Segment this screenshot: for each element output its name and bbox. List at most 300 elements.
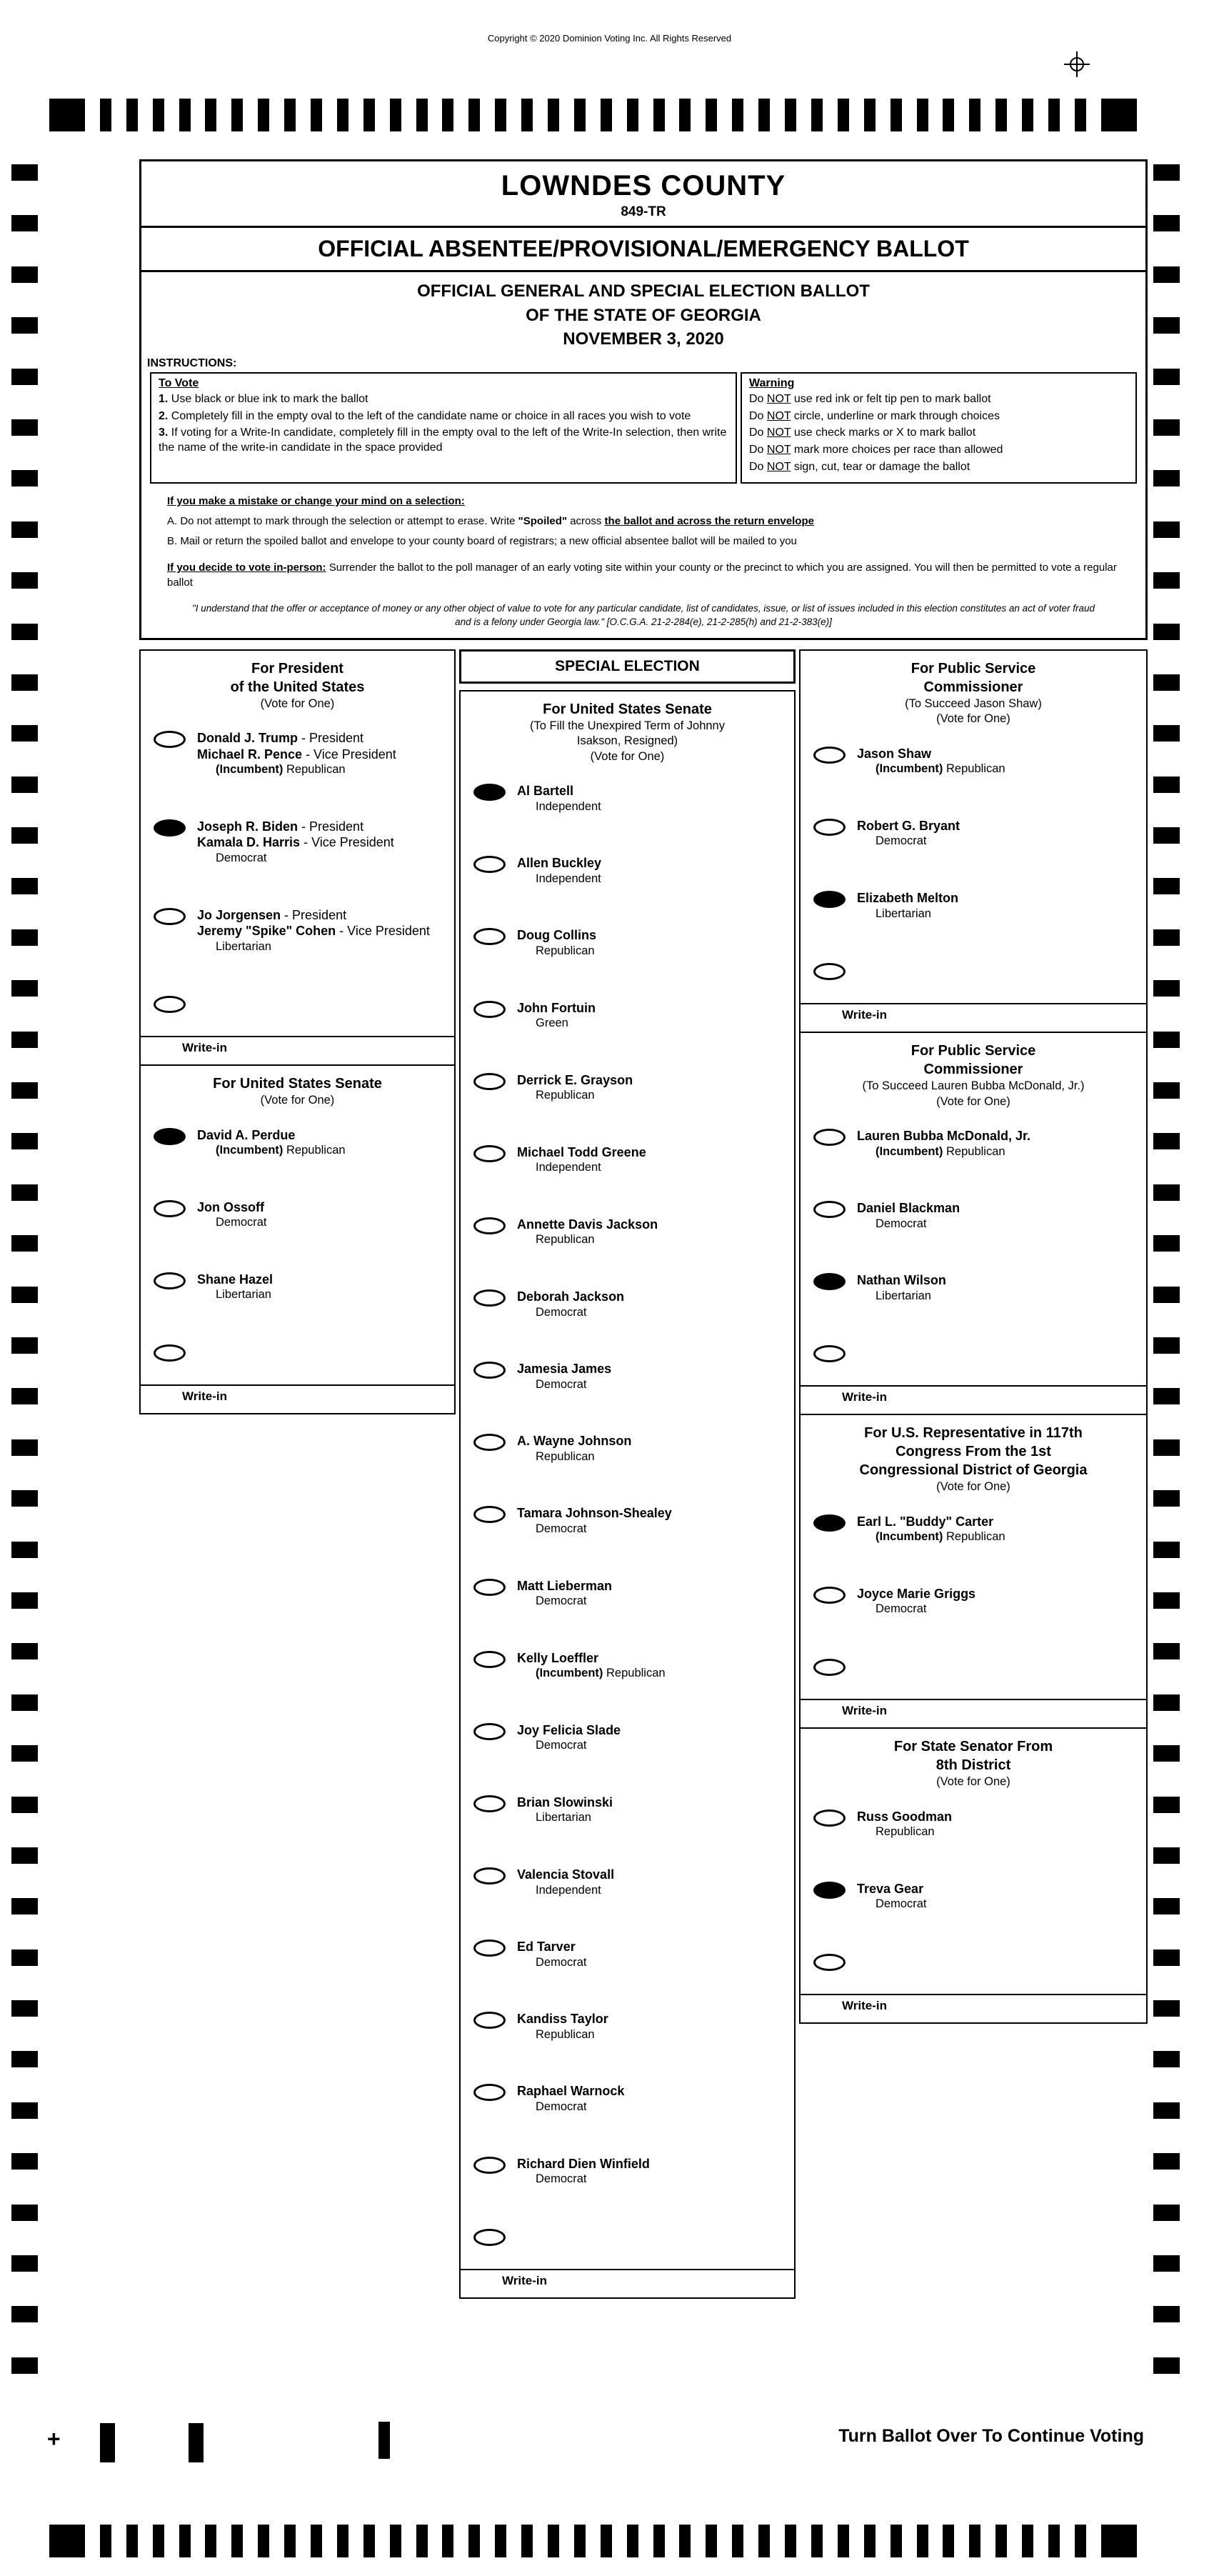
candidate-info bbox=[857, 746, 1005, 777]
candidate-name: Richard Dien Winfield bbox=[517, 2156, 650, 2171]
timing-mark bbox=[126, 2525, 138, 2557]
county-name: LOWNDES COUNTY bbox=[501, 170, 786, 201]
candidate-oval-empty[interactable] bbox=[473, 1362, 506, 1379]
contest-title-line: Commissioner bbox=[923, 1062, 1023, 1078]
timing-mark bbox=[311, 99, 322, 131]
candidate-oval-empty[interactable] bbox=[813, 1809, 846, 1827]
timing-mark bbox=[1153, 624, 1180, 640]
timing-mark bbox=[1153, 929, 1180, 946]
special-election-banner: SPECIAL ELECTION bbox=[459, 649, 796, 684]
timing-mark bbox=[363, 2525, 375, 2557]
candidate-oval-empty[interactable] bbox=[473, 1579, 506, 1596]
contest-header bbox=[801, 1415, 1146, 1513]
timing-mark bbox=[205, 99, 216, 131]
candidate-name: Jeremy "Spike" Cohen - Vice President bbox=[197, 924, 430, 939]
timing-mark bbox=[495, 99, 506, 131]
timing-mark bbox=[1153, 1490, 1180, 1507]
timing-mark bbox=[11, 980, 38, 997]
candidate-info bbox=[517, 2156, 650, 2187]
write-in-oval[interactable] bbox=[813, 1659, 846, 1676]
contest-title-line: For Public Service bbox=[911, 660, 1036, 677]
timing-mark bbox=[1153, 1235, 1180, 1252]
mistake-item-b: B. Mail or return the spoiled ballot and envelope to your county board of registrars; a new official absentee ballot will be mailed to you bbox=[167, 534, 797, 547]
candidate-row bbox=[461, 783, 794, 814]
candidate-row bbox=[461, 927, 794, 958]
contest-header bbox=[801, 1729, 1146, 1808]
candidate-oval-filled[interactable] bbox=[154, 819, 186, 837]
candidate-party: Libertarian bbox=[216, 939, 271, 953]
candidate-row bbox=[461, 1505, 794, 1536]
candidate-party: Independent bbox=[536, 872, 601, 885]
candidate-name: Deborah Jackson bbox=[517, 1289, 625, 1304]
candidate-row bbox=[461, 2156, 794, 2187]
timing-mark bbox=[11, 1643, 38, 1659]
copyright-line: Copyright © 2020 Dominion Voting Inc. All Rights Reserved bbox=[487, 33, 732, 44]
timing-corner-mark bbox=[1101, 99, 1137, 131]
mistake-item-a-envelope: the ballot and across the return envelope bbox=[604, 514, 814, 527]
candidate-row bbox=[461, 1072, 794, 1103]
to-vote-box bbox=[150, 372, 737, 484]
write-in-oval[interactable] bbox=[154, 996, 186, 1013]
candidate-oval-empty[interactable] bbox=[473, 1795, 506, 1812]
candidate-info bbox=[517, 1722, 621, 1753]
candidate-info bbox=[517, 1939, 587, 1970]
timing-mark bbox=[11, 1133, 38, 1149]
timing-mark bbox=[11, 1694, 38, 1711]
candidate-name: Treva Gear bbox=[857, 1881, 924, 1896]
ballot-column-1 bbox=[139, 649, 456, 1414]
contest-subtitle-line: (Vote for One) bbox=[936, 1094, 1010, 1108]
timing-mark bbox=[1153, 1797, 1180, 1813]
candidate-name: Michael Todd Greene bbox=[517, 1144, 646, 1159]
candidate-name: A. Wayne Johnson bbox=[517, 1434, 632, 1449]
timing-mark bbox=[785, 99, 796, 131]
candidate-oval-empty[interactable] bbox=[473, 2157, 506, 2174]
candidate-oval-empty[interactable] bbox=[813, 747, 846, 764]
candidate-row bbox=[461, 1144, 794, 1175]
candidate-oval-empty[interactable] bbox=[473, 928, 506, 945]
timing-mark bbox=[468, 99, 480, 131]
contest-subtitle-line: (To Succeed Lauren Bubba McDonald, Jr.) bbox=[862, 1079, 1085, 1093]
timing-mark bbox=[969, 99, 980, 131]
timing-mark bbox=[838, 2525, 849, 2557]
contest-box bbox=[799, 1032, 1148, 1415]
timing-mark bbox=[995, 2525, 1007, 2557]
timing-mark bbox=[11, 1032, 38, 1048]
candidate-oval-filled[interactable] bbox=[813, 1273, 846, 1290]
candidate-party: Democrat bbox=[536, 2172, 587, 2186]
timing-mark bbox=[442, 2525, 453, 2557]
timing-mark bbox=[1153, 1388, 1180, 1404]
candidate-oval-empty[interactable] bbox=[473, 1073, 506, 1090]
timing-mark bbox=[11, 470, 38, 486]
candidate-name: Derrick E. Grayson bbox=[517, 1072, 633, 1087]
candidate-name: Daniel Blackman bbox=[857, 1201, 960, 1216]
timing-mark bbox=[653, 99, 665, 131]
candidate-row bbox=[141, 907, 454, 954]
candidate-oval-filled[interactable] bbox=[813, 1882, 846, 1899]
contest-subtitle-line: (Vote for One) bbox=[936, 712, 1010, 726]
contest-title-line: For U.S. Representative in 117th bbox=[864, 1425, 1083, 1442]
candidate-row bbox=[461, 1794, 794, 1825]
candidate-info bbox=[197, 1199, 267, 1230]
timing-mark bbox=[1153, 2000, 1180, 2017]
candidate-name: Joyce Marie Griggs bbox=[857, 1586, 976, 1601]
timing-mark bbox=[917, 99, 928, 131]
timing-mark bbox=[390, 99, 401, 131]
timing-mark bbox=[969, 2525, 980, 2557]
timing-mark bbox=[653, 2525, 665, 2557]
candidate-oval-filled[interactable] bbox=[154, 1128, 186, 1145]
candidate-oval-empty[interactable] bbox=[473, 856, 506, 873]
timing-mark bbox=[732, 99, 743, 131]
timing-mark bbox=[1153, 266, 1180, 283]
contest-box bbox=[139, 649, 456, 1066]
timing-mark bbox=[363, 99, 375, 131]
timing-mark bbox=[11, 624, 38, 640]
candidate-party: (Incumbent) Republican bbox=[876, 1530, 1005, 1544]
candidate-row bbox=[801, 1514, 1146, 1544]
timing-mark bbox=[284, 2525, 296, 2557]
timing-mark bbox=[11, 1950, 38, 1966]
timing-mark bbox=[11, 1898, 38, 1914]
timing-mark bbox=[1022, 2525, 1033, 2557]
candidate-name: Ed Tarver bbox=[517, 1940, 576, 1955]
candidate-info bbox=[517, 1000, 596, 1031]
timing-mark bbox=[679, 99, 691, 131]
candidate-row bbox=[461, 2011, 794, 2042]
candidate-name: Donald J. Trump - President bbox=[197, 731, 364, 746]
warning-title: Warning bbox=[749, 376, 795, 389]
candidate-oval-empty[interactable] bbox=[473, 1217, 506, 1234]
election-date: NOVEMBER 3, 2020 bbox=[563, 329, 724, 349]
candidate-info bbox=[517, 1794, 613, 1825]
contest-title-line: For United States Senate bbox=[543, 701, 712, 717]
candidate-name: Elizabeth Melton bbox=[857, 891, 959, 906]
timing-mark bbox=[627, 99, 638, 131]
candidate-oval-empty[interactable] bbox=[473, 1434, 506, 1451]
mistake-item-a-text: A. Do not attempt to mark through the selection or attempt to erase. Write bbox=[167, 514, 518, 527]
to-vote-title: To Vote bbox=[159, 376, 199, 389]
candidate-name: Robert G. Bryant bbox=[857, 818, 960, 833]
contest-box bbox=[799, 649, 1148, 1033]
timing-corner-mark bbox=[49, 99, 85, 131]
candidate-row bbox=[141, 1127, 454, 1158]
write-in-label: Write-in bbox=[461, 2269, 794, 2297]
candidate-oval-empty[interactable] bbox=[154, 908, 186, 925]
timing-mark bbox=[11, 2102, 38, 2119]
to-vote-item: 2. Completely fill in the empty oval to the left of the candidate name or choice in all races you wish to vote bbox=[159, 409, 691, 422]
candidate-oval-empty[interactable] bbox=[473, 1867, 506, 1884]
timing-mark bbox=[11, 317, 38, 334]
timing-mark bbox=[179, 2525, 191, 2557]
candidate-oval-empty[interactable] bbox=[813, 1201, 846, 1218]
timing-mark bbox=[574, 2525, 586, 2557]
candidate-party: Libertarian bbox=[216, 1288, 271, 1302]
timing-mark bbox=[1153, 1950, 1180, 1966]
candidate-row bbox=[461, 1361, 794, 1392]
candidate-row bbox=[461, 2083, 794, 2114]
write-in-label: Write-in bbox=[141, 1036, 454, 1064]
candidate-oval-empty[interactable] bbox=[473, 2084, 506, 2101]
warning-item: Do NOT mark more choices per race than allowed bbox=[749, 444, 1003, 456]
footer-bar-icon bbox=[378, 2422, 390, 2459]
contest-title-line: of the United States bbox=[230, 679, 365, 695]
candidate-oval-empty[interactable] bbox=[473, 1506, 506, 1523]
contest-subtitle-line: (Vote for One) bbox=[590, 749, 665, 763]
write-in-oval[interactable] bbox=[813, 1954, 846, 1971]
write-in-oval-row bbox=[801, 1344, 1146, 1362]
timing-mark bbox=[627, 2525, 638, 2557]
timing-corner-mark bbox=[1101, 2525, 1137, 2557]
candidate-oval-empty[interactable] bbox=[473, 1289, 506, 1307]
candidate-oval-empty[interactable] bbox=[813, 1587, 846, 1604]
timing-marks-left bbox=[11, 164, 38, 2374]
timing-mark bbox=[1153, 1643, 1180, 1659]
timing-mark bbox=[917, 2525, 928, 2557]
candidate-row bbox=[801, 746, 1146, 777]
candidate-row bbox=[461, 1650, 794, 1681]
candidate-name: Tamara Johnson-Shealey bbox=[517, 1506, 672, 1521]
timing-mark bbox=[11, 1745, 38, 1762]
timing-mark bbox=[1048, 2525, 1060, 2557]
timing-mark bbox=[758, 2525, 770, 2557]
timing-mark bbox=[11, 2255, 38, 2272]
timing-mark bbox=[11, 1287, 38, 1303]
candidate-party: Green bbox=[536, 1017, 568, 1030]
candidate-name: Michael R. Pence - Vice President bbox=[197, 747, 396, 762]
candidate-party: Democrat bbox=[536, 1305, 587, 1319]
write-in-label: Write-in bbox=[801, 1003, 1146, 1032]
timing-mark bbox=[390, 2525, 401, 2557]
candidate-info bbox=[517, 1650, 666, 1681]
candidate-row bbox=[461, 1217, 794, 1247]
timing-mark bbox=[1153, 2205, 1180, 2221]
turn-ballot-over-note: Turn Ballot Over To Continue Voting bbox=[838, 2426, 1144, 2446]
candidate-oval-filled[interactable] bbox=[473, 784, 506, 801]
timing-mark bbox=[1153, 1592, 1180, 1609]
contest-subtitle-line: (To Succeed Jason Shaw) bbox=[905, 697, 1042, 710]
contest-title-line: Commissioner bbox=[923, 679, 1023, 695]
write-in-label: Write-in bbox=[801, 1385, 1146, 1414]
write-in-oval[interactable] bbox=[473, 2229, 506, 2246]
candidate-name: Annette Davis Jackson bbox=[517, 1217, 658, 1232]
timing-mark bbox=[838, 99, 849, 131]
candidate-row bbox=[801, 1586, 1146, 1617]
candidate-name: Allen Buckley bbox=[517, 856, 602, 871]
ballot-body bbox=[139, 159, 1148, 2299]
timing-mark bbox=[758, 99, 770, 131]
timing-mark bbox=[11, 215, 38, 231]
candidate-row bbox=[461, 1722, 794, 1753]
candidate-party: Democrat bbox=[876, 1602, 927, 1616]
candidate-name: Valencia Stovall bbox=[517, 1867, 615, 1882]
registration-plus-icon: + bbox=[47, 2426, 61, 2452]
warning-item: Do NOT use red ink or felt tip pen to mark ballot bbox=[749, 392, 991, 405]
candidate-oval-empty[interactable] bbox=[473, 1145, 506, 1162]
in-person-text: Surrender the ballot to the poll manager of an early voting site within your county or the precinct to which you are assigned. You will then be permitted to vote a regular ballot bbox=[167, 561, 1117, 589]
candidate-oval-empty[interactable] bbox=[473, 1940, 506, 1957]
timing-mark bbox=[1153, 777, 1180, 793]
candidate-name: Jon Ossoff bbox=[197, 1199, 265, 1214]
timing-mark bbox=[679, 2525, 691, 2557]
timing-mark bbox=[1153, 2153, 1180, 2170]
candidate-name: Jason Shaw bbox=[857, 746, 932, 761]
write-in-oval-row bbox=[801, 1953, 1146, 1971]
candidate-party: Democrat bbox=[216, 1216, 267, 1229]
timing-mark bbox=[11, 1592, 38, 1609]
timing-mark bbox=[785, 2525, 796, 2557]
timing-mark bbox=[284, 99, 296, 131]
timing-mark bbox=[1153, 2255, 1180, 2272]
timing-mark bbox=[1153, 878, 1180, 894]
candidate-info bbox=[517, 1505, 672, 1536]
candidate-party: (Incumbent) Republican bbox=[876, 1144, 1005, 1158]
candidate-name: Kelly Loeffler bbox=[517, 1650, 599, 1665]
candidate-oval-empty[interactable] bbox=[813, 1129, 846, 1146]
timing-mark bbox=[231, 2525, 243, 2557]
candidate-row bbox=[461, 1289, 794, 1319]
write-in-label: Write-in bbox=[801, 1699, 1146, 1727]
warning-item: Do NOT circle, underline or mark through choices bbox=[749, 409, 1000, 422]
candidate-info bbox=[197, 730, 396, 777]
candidate-name: Earl L. "Buddy" Carter bbox=[857, 1514, 994, 1529]
timing-mark bbox=[11, 1388, 38, 1404]
timing-mark bbox=[11, 1082, 38, 1099]
candidate-name: Joy Felicia Slade bbox=[517, 1722, 621, 1737]
candidate-oval-empty[interactable] bbox=[154, 1272, 186, 1289]
timing-mark bbox=[1153, 674, 1180, 691]
timing-marks-top bbox=[49, 99, 1137, 131]
candidate-oval-empty[interactable] bbox=[473, 1001, 506, 1018]
contest-subtitle-line: Isakson, Resigned) bbox=[576, 734, 678, 748]
contest-header bbox=[801, 651, 1146, 746]
candidate-party: Democrat bbox=[536, 1955, 587, 1969]
timing-mark bbox=[574, 99, 586, 131]
candidate-info bbox=[857, 818, 960, 849]
candidate-row bbox=[461, 1867, 794, 1897]
timing-mark bbox=[811, 99, 823, 131]
timing-mark bbox=[1153, 1847, 1180, 1864]
write-in-label: Write-in bbox=[141, 1384, 454, 1413]
candidate-party: Democrat bbox=[536, 1739, 587, 1752]
write-in-oval-row bbox=[461, 2228, 794, 2246]
candidate-party: Democrat bbox=[216, 851, 267, 864]
write-in-oval[interactable] bbox=[154, 1344, 186, 1362]
candidate-party: Democrat bbox=[876, 834, 927, 848]
timing-mark bbox=[11, 1337, 38, 1354]
timing-mark bbox=[1075, 2525, 1086, 2557]
write-in-oval[interactable] bbox=[813, 1345, 846, 1362]
candidate-info bbox=[517, 1361, 611, 1392]
contest-header bbox=[801, 1033, 1146, 1128]
timing-mark bbox=[11, 2205, 38, 2221]
candidate-name: Joseph R. Biden - President bbox=[197, 819, 364, 834]
candidate-row bbox=[141, 730, 454, 777]
contest-box bbox=[799, 1414, 1148, 1729]
timing-mark bbox=[1153, 215, 1180, 231]
contest-header bbox=[141, 651, 454, 730]
candidate-oval-empty[interactable] bbox=[154, 731, 186, 748]
candidate-oval-empty[interactable] bbox=[154, 1200, 186, 1217]
timing-mark bbox=[442, 99, 453, 131]
contest-title-line: For Public Service bbox=[911, 1043, 1036, 1059]
timing-mark bbox=[11, 266, 38, 283]
timing-mark bbox=[521, 99, 533, 131]
candidate-info bbox=[857, 1514, 1005, 1544]
contest-title-line: Congress From the 1st bbox=[896, 1444, 1051, 1460]
candidate-info bbox=[857, 1200, 960, 1231]
candidate-oval-empty[interactable] bbox=[473, 1651, 506, 1668]
timing-mark bbox=[11, 2306, 38, 2322]
timing-mark bbox=[495, 2525, 506, 2557]
candidate-info bbox=[517, 1289, 624, 1319]
timing-mark bbox=[11, 827, 38, 844]
contest-subtitle-line: (Vote for One) bbox=[260, 1094, 335, 1107]
candidate-party: Libertarian bbox=[876, 1289, 931, 1302]
instructions-row bbox=[141, 372, 1145, 484]
candidate-info bbox=[517, 783, 601, 814]
timing-mark bbox=[943, 2525, 954, 2557]
timing-mark bbox=[1153, 1184, 1180, 1201]
candidate-oval-filled[interactable] bbox=[813, 1514, 846, 1532]
candidate-info bbox=[857, 1809, 952, 1839]
contest-subtitle-line: (Vote for One) bbox=[936, 1480, 1010, 1494]
candidate-info bbox=[197, 819, 394, 866]
candidate-row bbox=[141, 1272, 454, 1302]
candidate-name: Kandiss Taylor bbox=[517, 2012, 608, 2027]
timing-mark bbox=[732, 2525, 743, 2557]
candidate-name: Jamesia James bbox=[517, 1362, 612, 1377]
write-in-oval-row bbox=[141, 995, 454, 1013]
timing-mark bbox=[548, 99, 559, 131]
timing-mark bbox=[468, 2525, 480, 2557]
timing-mark bbox=[1153, 369, 1180, 385]
candidate-party: (Incumbent) Republican bbox=[876, 762, 1005, 776]
timing-mark bbox=[11, 369, 38, 385]
timing-mark bbox=[995, 99, 1007, 131]
timing-mark bbox=[1153, 572, 1180, 589]
candidate-row bbox=[801, 890, 1146, 921]
timing-mark bbox=[11, 1235, 38, 1252]
candidate-name: Kamala D. Harris - Vice President bbox=[197, 835, 394, 850]
timing-mark bbox=[11, 2000, 38, 2017]
timing-mark bbox=[100, 2525, 111, 2557]
timing-mark bbox=[337, 2525, 348, 2557]
candidate-row bbox=[461, 1000, 794, 1031]
county-block bbox=[141, 161, 1145, 226]
warning-item: Do NOT sign, cut, tear or damage the ballot bbox=[749, 460, 970, 473]
candidate-oval-empty[interactable] bbox=[473, 1723, 506, 1740]
timing-mark bbox=[205, 2525, 216, 2557]
write-in-oval[interactable] bbox=[813, 963, 846, 980]
registration-crosshair-icon bbox=[1063, 50, 1091, 79]
timing-mark bbox=[1153, 1439, 1180, 1456]
timing-mark bbox=[1153, 1287, 1180, 1303]
contest-title-line: For State Senator From bbox=[893, 1739, 1053, 1755]
candidate-oval-empty[interactable] bbox=[473, 2012, 506, 2029]
timing-mark bbox=[258, 99, 269, 131]
timing-mark bbox=[11, 419, 38, 436]
candidate-name: Raphael Warnock bbox=[517, 2084, 625, 2099]
candidate-oval-filled[interactable] bbox=[813, 891, 846, 908]
contest-subtitle-line: (Vote for One) bbox=[936, 1775, 1010, 1789]
contest-box bbox=[459, 690, 796, 2299]
candidate-party: Republican bbox=[536, 944, 595, 957]
footer-bar-icon bbox=[189, 2423, 204, 2462]
candidate-party: (Incumbent) Republican bbox=[536, 1667, 666, 1680]
candidate-oval-empty[interactable] bbox=[813, 819, 846, 836]
